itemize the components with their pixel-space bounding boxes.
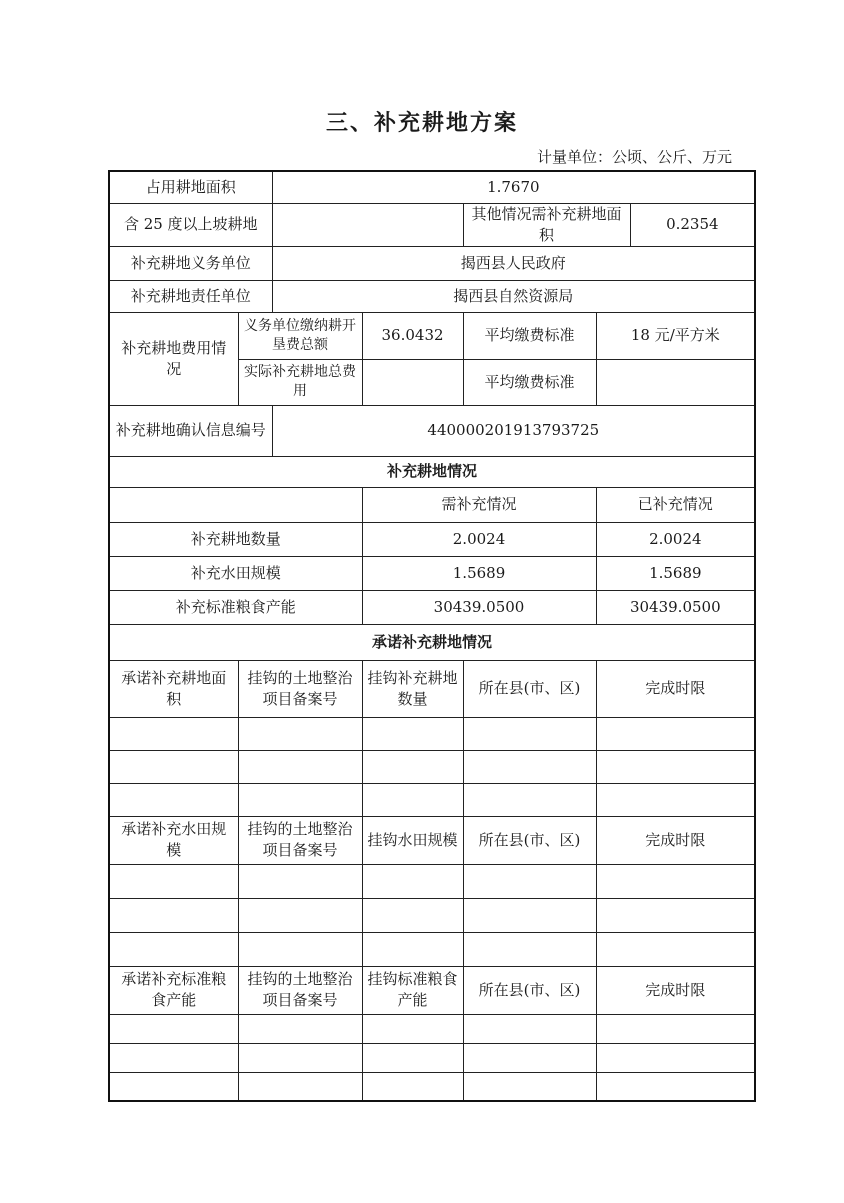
promise-col-2: 挂钩的土地整治项目备案号 — [238, 816, 362, 864]
promise-col-1: 承诺补充耕地面积 — [109, 660, 238, 717]
occupied-area-label: 占用耕地面积 — [109, 171, 272, 203]
measurement-unit: 计量单位：公顷、公斤、万元 — [536, 148, 732, 166]
avg-fee-value-2 — [596, 359, 755, 405]
supplement-farmland-table — [108, 170, 756, 1102]
situation-row-label: 补充耕地数量 — [109, 522, 362, 556]
actual-cost-label: 实际补充耕地总费用 — [238, 359, 362, 405]
situation-done-value: 2.0024 — [596, 522, 755, 556]
promise-header: 承诺补充耕地情况 — [109, 624, 755, 660]
confirm-number-value: 440000201913793725 — [272, 405, 755, 456]
table-row — [109, 750, 755, 783]
cost-label: 补充耕地费用情况 — [109, 312, 238, 405]
promise-col-2: 挂钩的土地整治项目备案号 — [238, 966, 362, 1014]
table-row — [109, 717, 755, 750]
situation-need-value: 2.0024 — [362, 522, 596, 556]
avg-fee-label: 平均缴费标准 — [463, 312, 596, 359]
occupied-area-value: 1.7670 — [272, 171, 755, 203]
table-row — [109, 1043, 755, 1072]
other-area-value: 0.2354 — [630, 203, 755, 246]
promise-col-4: 所在县(市、区) — [463, 816, 596, 864]
slope-land-value — [272, 203, 463, 246]
promise-col-1: 承诺补充标准粮食产能 — [109, 966, 238, 1014]
table-row — [109, 1072, 755, 1101]
situation-header: 补充耕地情况 — [109, 456, 755, 487]
promise-col-3: 挂钩水田规模 — [362, 816, 463, 864]
situation-done-value: 1.5689 — [596, 556, 755, 590]
responsible-unit-label: 补充耕地责任单位 — [109, 280, 272, 312]
table-row — [109, 932, 755, 966]
table-row — [109, 783, 755, 816]
promise-col-4: 所在县(市、区) — [463, 966, 596, 1014]
promise-col-5: 完成时限 — [596, 966, 755, 1014]
promise-col-2: 挂钩的土地整治项目备案号 — [238, 660, 362, 717]
promise-col-1: 承诺补充水田规模 — [109, 816, 238, 864]
situation-need-value: 1.5689 — [362, 556, 596, 590]
avg-fee-label-2: 平均缴费标准 — [463, 359, 596, 405]
need-column-header: 需补充情况 — [362, 487, 596, 522]
situation-done-value: 30439.0500 — [596, 590, 755, 624]
obligation-unit-label: 补充耕地义务单位 — [109, 246, 272, 280]
promise-col-5: 完成时限 — [596, 816, 755, 864]
page-title: 三、补充耕地方案 — [325, 110, 518, 136]
slope-land-label: 含 25 度以上坡耕地 — [109, 203, 272, 246]
confirm-number-label: 补充耕地确认信息编号 — [109, 405, 272, 456]
fee-total-value: 36.0432 — [362, 312, 463, 359]
other-area-label: 其他情况需补充耕地面积 — [463, 203, 630, 246]
promise-col-4: 所在县(市、区) — [463, 660, 596, 717]
responsible-unit-value: 揭西县自然资源局 — [272, 280, 755, 312]
obligation-unit-value: 揭西县人民政府 — [272, 246, 755, 280]
fee-total-label: 义务单位缴纳耕开垦费总额 — [238, 312, 362, 359]
table-row — [109, 1014, 755, 1043]
situation-need-value: 30439.0500 — [362, 590, 596, 624]
promise-col-5: 完成时限 — [596, 660, 755, 717]
promise-col-3: 挂钩补充耕地数量 — [362, 660, 463, 717]
actual-cost-value — [362, 359, 463, 405]
situation-corner-cell — [109, 487, 362, 522]
avg-fee-value: 18 元/平方米 — [596, 312, 755, 359]
done-column-header: 已补充情况 — [596, 487, 755, 522]
table-row — [109, 864, 755, 898]
situation-row-label: 补充水田规模 — [109, 556, 362, 590]
promise-col-3: 挂钩标准粮食产能 — [362, 966, 463, 1014]
situation-row-label: 补充标准粮食产能 — [109, 590, 362, 624]
table-row — [109, 898, 755, 932]
